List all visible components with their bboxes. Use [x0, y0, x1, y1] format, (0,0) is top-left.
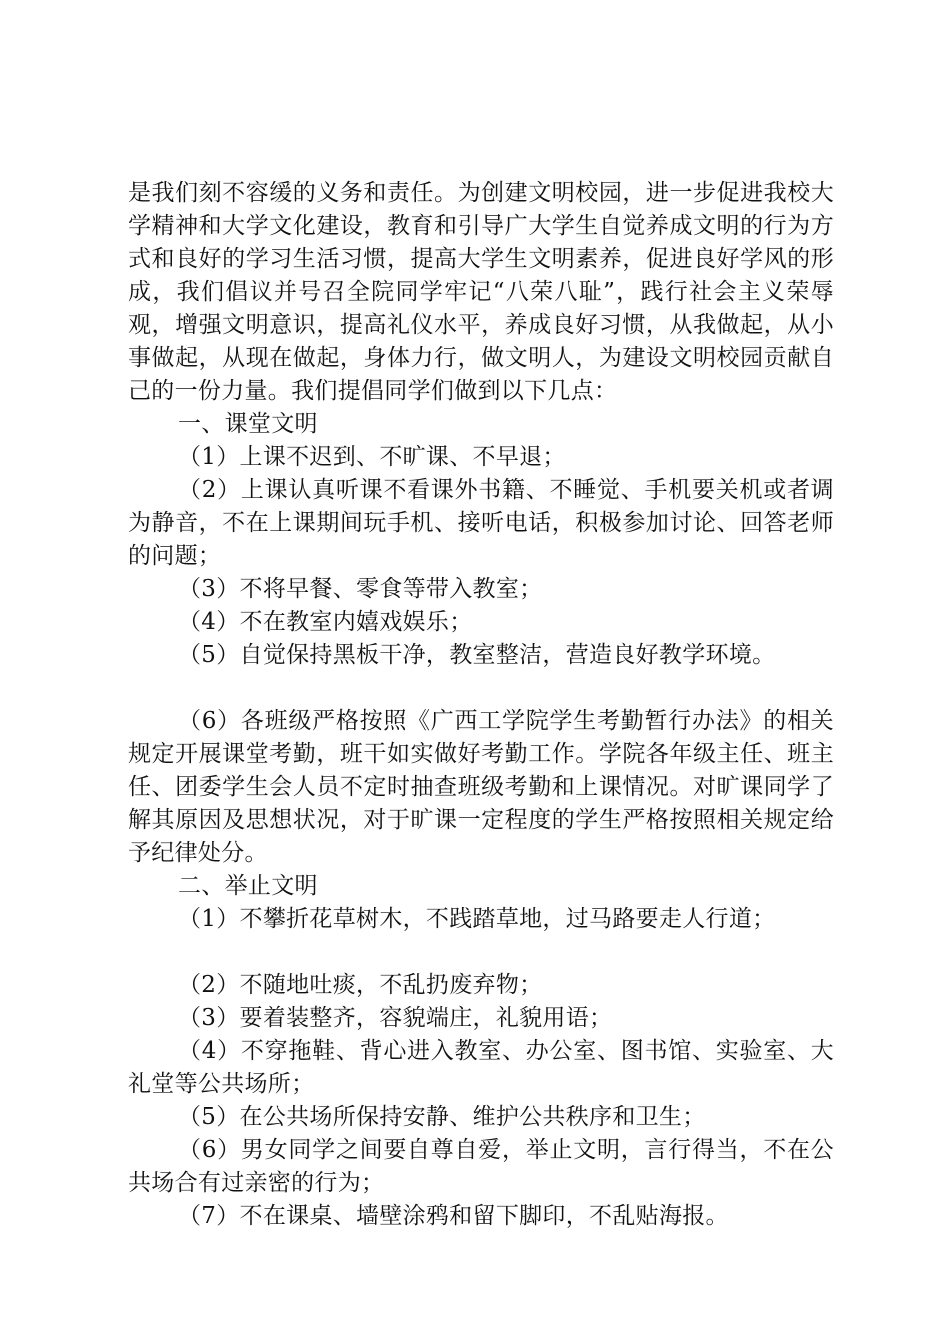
behavior-item-3: （3）要着装整齐，容貌端庄，礼貌用语；: [178, 1005, 613, 1031]
intro-paragraph: 是我们刻不容缓的义务和责任。为创建文明校园，进一步促进我校大学精神和大学文化建设，教育和引导广大学生自觉养成文明的行为方式和良好的学习生活习惯，提高大学生文明素养，促进良好学风的形成，我们倡议并号召全院同学牢记“八荣八耻”，践行社会主义荣辱观，增强文明意识，提高礼仪水平，养成良好习惯，从我做起，从小事做起，从现在做起，身体力行，做文明人，为建设文明校园贡献自己的一份力量。我们提倡同学们做到以下几点：: [128, 180, 834, 404]
behavior-item-4: （4）不穿拖鞋、背心进入教室、办公室、图书馆、实验室、大礼堂等公共场所；: [128, 1038, 834, 1097]
classroom-item-4: （4）不在教室内嬉戏娱乐；: [178, 609, 473, 635]
spacer: [128, 672, 834, 705]
classroom-item-6: （6）各班级严格按照《广西工学院学生考勤暂行办法》的相关规定开展课堂考勤，班干如实做好考勤工作。学院各年级主任、班主任、团委学生会人员不定时抽查班级考勤和上课情况。对旷课同学了解其原因及思想状况，对于旷课一定程度的学生严格按照相关规定给予纪律处分。: [128, 708, 834, 866]
classroom-item-5: （5）自觉保持黑板干净，教室整洁，营造良好教学环境。: [178, 642, 776, 668]
behavior-item-5: （5）在公共场所保持安静、维护公共秩序和卫生；: [178, 1104, 706, 1130]
behavior-item-6: （6）男女同学之间要自尊自爱，举止文明，言行得当，不在公共场合有过亲密的行为；: [128, 1137, 834, 1196]
behavior-item-7: （7）不在课桌、墙壁涂鸦和留下脚印，不乱贴海报。: [178, 1203, 729, 1229]
document-body: [128, 177, 834, 1233]
classroom-item-1: （1）上课不迟到、不旷课、不早退；: [178, 444, 566, 470]
section-heading-behavior: 二、举止文明: [178, 873, 318, 899]
section-heading-classroom: 一、课堂文明: [178, 411, 318, 437]
spacer: [128, 936, 834, 969]
behavior-item-1: （1）不攀折花草树木，不践踏草地，过马路要走人行道；: [178, 906, 776, 932]
classroom-item-3: （3）不将早餐、零食等带入教室；: [178, 576, 543, 602]
behavior-item-2: （2）不随地吐痰，不乱扔废弃物；: [178, 972, 543, 998]
classroom-item-2: （2）上课认真听课不看课外书籍、不睡觉、手机要关机或者调为静音，不在上课期间玩手机、接听电话，积极参加讨论、回答老师的问题；: [128, 477, 834, 569]
